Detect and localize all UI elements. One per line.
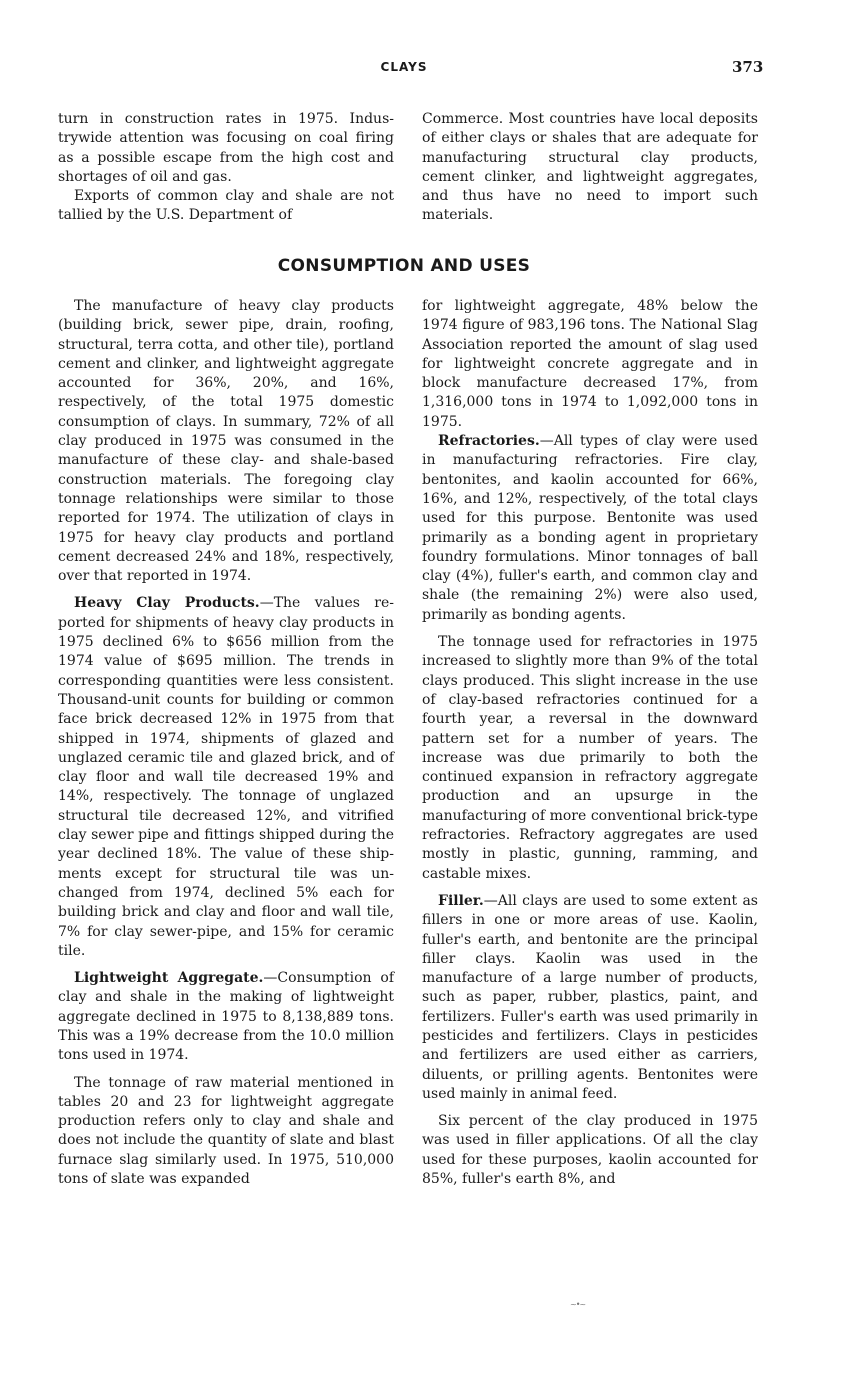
subheading-refractories: Refractories. [438, 433, 540, 450]
paragraph-body: —Consumption of clay and shale in the making of lightweight aggregate declined in 1975 to 8,138,889 tons. This was a 19% decrease from the 10.0 million tons used in 1974. [58, 970, 394, 1064]
paragraph: Six percent of the clay produced in 1975 was used in filler applications. Of all the clay used for these purposes, kaolin accounted for 85%, fuller's earth 8%, and [422, 1113, 758, 1188]
paragraph: The tonnage used for refractories in 1975 increased to slightly more than 9% of the total clays produced. This slight increase in the use of clay-based refractories continued for a fourth year, a reversal in the downward pattern set for a number of years. The increase was due primarily to both the continued expansion in refractory aggregate production and an upsurge in the manufacturing of more conventional brick-type refractories. Refractory aggregates are used mostly in plastic, gunning, ramming, and castable mixes. [422, 634, 758, 882]
running-title: CLAYS [380, 60, 428, 74]
paragraph [58, 594, 394, 961]
right-column [422, 297, 758, 1189]
paragraph-body: —All types of clay were used in manufacturing refractories. Fire clay, bentonites, and kaolin accounted for 66%, 16%, and 12%, respectively, of the total clays used for this purpose. Bentonite was used primarily as a bonding agent in proprietary foundry formulations. Minor tonnages of ball clay (4%), fuller's earth, and common clay and shale (the remaining 2%) were also used, primarily as bonding agents. [422, 433, 758, 623]
paragraph: Exports of common clay and shale are not tallied by the U.S. Department of [58, 188, 394, 224]
section-heading: CONSUMPTION AND USES [277, 256, 531, 276]
subheading-lightweight-aggregate: Lightweight Aggregate. [74, 970, 264, 987]
top-left-column [58, 110, 394, 226]
paragraph [422, 892, 758, 1104]
paragraph: for lightweight aggregate, 48% below the 1974 figure of 983,196 tons. The National Slag Association reported the amount of slag used for lightweight concrete aggregate and in block manufacture decreased 17%, from 1,316,000 tons in 1974 to 1,092,000 tons in 1975. [422, 298, 758, 430]
paragraph: The manufacture of heavy clay products (building brick, sewer pipe, drain, roofing, structural, terra cotta, and other tile), portland cement and clinker, and lightweight aggregate accounted for 36%, 20%, and 16%, respectively, of the total 1975 domestic consumption of clays. In summary, 72% of all clay produced in 1975 was consumed in the manufacture of these clay- and shale-based construction materials. The foregoing clay tonnage relationships were similar to those reported for 1974. The utilization of clays in 1975 for heavy clay products and portland cement decreased 24% and 18%, respectively, over that reported in 1974. [58, 298, 394, 585]
subheading-filler: Filler. [438, 892, 484, 909]
top-right-column [422, 110, 758, 226]
subheading-heavy-clay-products: Heavy Clay Products. [74, 595, 260, 612]
paragraph-body: —All clays are used to some extent as fillers in one or more areas of use. Kaolin, fuller's earth, and bentonite are the principal filler clays. Kaolin was used in the manufacture of a large number of products, such as paper, rubber, plastics, paint, and fertilizers. Fuller's earth was used primarily in pesticides and fertilizers. Clays in pesticides and fertilizers are used either as carriers, diluents, or prilling agents. Bentonites were used mainly in animal feed. [422, 892, 758, 1102]
print-smudge: ~•~ [570, 1300, 586, 1309]
paragraph [422, 432, 758, 625]
paragraph: Commerce. Most countries have local deposits of either clays or shales that are adequate for manufacturing structural clay products, cement clinker, and lightweight aggregates, and thus have no need to import such materials. [422, 111, 758, 224]
page-number: 373 [732, 58, 764, 76]
paragraph-body: —The values reported for shipments of heavy clay products in 1975 declined 6% to $656 million from the 1974 value of $695 million. The trends in corresponding quantities were less consistent. Thousand-unit counts for building or common face brick decreased 12% in 1975 from that shipped in 1974, shipments of glazed and unglazed ceramic tile and glazed brick, and of clay floor and wall tile decreased 19% and 14%, respectively. The tonnage of unglazed structural tile decreased 12%, and vitrified clay sewer pipe and fittings shipped during the year declined 18%. The value of these shipments except for structural tile was unchanged from 1974, declined 5% each for building brick and clay and floor and wall tile, 7% for clay sewer-pipe, and 15% for ceramic tile. [58, 595, 394, 959]
paragraph: The tonnage of raw material mentioned in tables 20 and 23 for lightweight aggregate production refers only to clay and shale and does not include the quantity of slate and blast furnace slag similarly used. In 1975, 510,000 tons of slate was expanded [58, 1074, 394, 1188]
left-column [58, 297, 394, 1189]
paragraph [58, 969, 394, 1065]
running-head [0, 58, 853, 78]
paragraph: turn in construction rates in 1975. Industrywide attention was focusing on coal firing as a possible escape from the high cost and shortages of oil and gas. [58, 111, 394, 185]
